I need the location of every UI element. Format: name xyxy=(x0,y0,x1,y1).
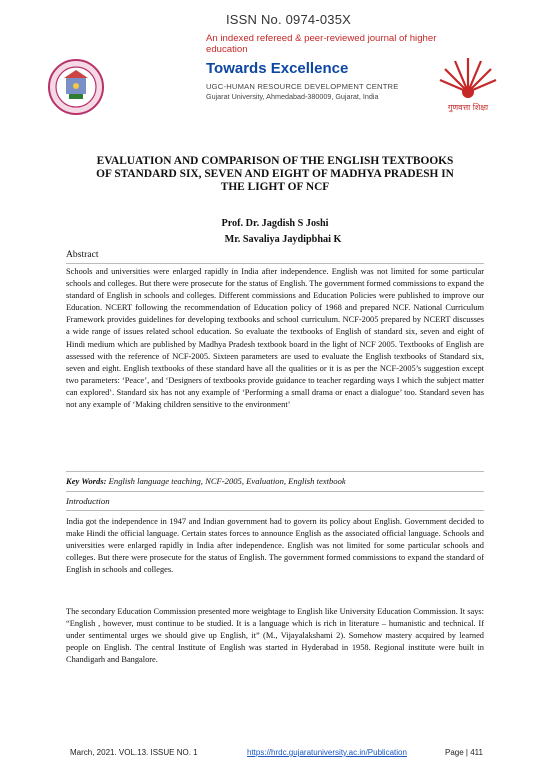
keywords-label: Key Words: xyxy=(66,476,107,486)
page-number: Page | 411 xyxy=(445,748,483,757)
keywords-value: English language teaching, NCF-2005, Evaluation, English textbook xyxy=(106,476,346,486)
publication-link[interactable]: https://hrdc.gujaratuniversity.ac.in/Publication xyxy=(247,748,407,757)
issn-number: ISSN No. 0974-035X xyxy=(226,12,352,27)
author-secondary: Mr. Savaliya Jaydipbhai K xyxy=(224,234,342,245)
title-line: THE LIGHT OF NCF xyxy=(220,181,330,193)
journal-name: Towards Excellence xyxy=(206,60,349,77)
article-title xyxy=(70,155,480,194)
issue-info: March, 2021. VOL.13. ISSUE NO. 1 xyxy=(70,748,198,757)
publisher-centre: UGC-HUMAN RESOURCE DEVELOPMENT CENTRE xyxy=(206,82,399,91)
author-primary: Prof. Dr. Jagdish S Joshi xyxy=(221,218,329,229)
publisher-address: Gujarat University, Ahmedabad-380009, Gujarat, India xyxy=(206,92,379,101)
abstract-divider xyxy=(66,263,484,264)
ugc-emblem-icon xyxy=(433,52,503,114)
journal-header xyxy=(0,0,550,118)
title-line: OF STANDARD SIX, SEVEN AND EIGHT OF MADHYA PRADESH IN xyxy=(96,168,454,180)
university-seal-icon xyxy=(47,58,105,116)
keywords-divider xyxy=(66,471,484,472)
intro-divider-bottom xyxy=(66,510,484,511)
abstract-heading: Abstract xyxy=(66,249,99,260)
keywords-line xyxy=(66,476,484,486)
paragraph-1: India got the independence in 1947 and Indian government had to govern its policy about English. Government decided to make Hindi the official language. Certain states forces to announce English as the associated official language. Schools and universities were enlarged rapidly in India after independence. English was not limited for some particular schools and colleges. But there were prosecute for the status of English. The government formed commissions to expand the standard of English in schools and colleges. xyxy=(66,517,484,575)
abstract-body: Schools and universities were enlarged rapidly in India after independence. English was not limited for some particular schools and colleges. But there were prosecute for the status of English. The government formed commissions to expand the standard of English in schools and colleges. Different commissions and Education Policies were published to improve our Education. NCERT following the recommendation of Education policy of 1968 and prepared NCF. National Curriculum Framework provides guidelines for developing textbooks and school curriculum. NCF-2005 prepared by NCERT discusses a wide range of issues related school education. So evaluate the textbooks of English of standard six, seven and eight of Hindi medium which are published by Madhya Pradesh textbook board in the light of NCF 2005. Textbooks of English are assessed with the reference of NCF-2005. Sixteen parameters are used to evaluate the English textbooks of Standard six, seven and eight. English textbooks of these standard have all the qualities or it is as per the NCF-2005’s suggestion except two parameters: ‘Peace’, and ‘Designers of textbooks provide guidance to teacher regarding ways I which the subject matter can explored’. Standard six has not any example of ‘Performing a small drama or enact a dialogue’ too. Standard seven has not any example of ‘Making children sensitive to the environment’ xyxy=(66,267,484,410)
intro-divider xyxy=(66,491,484,492)
title-line: EVALUATION AND COMPARISON OF THE ENGLISH TEXTBOOKS xyxy=(96,155,454,167)
svg-text:गुणवत्ता शिक्षा: गुणवत्ता शिक्षा xyxy=(447,103,489,112)
introduction-heading: Introduction xyxy=(66,496,110,506)
paragraph-2: The secondary Education Commission presented more weightage to English like University Education Commission. It says: “English , however, must continue to be studied. It is a language which is rich in literature – humanistic and technical. If under sentimental urges we should give up English, it” (M., Vijayalakshami 2). Somehow mastery acquired by learned people on English. The central Institute of English was started in Hyderabad in 1958. Regional institute were built in Chandigarh and Bangalore. xyxy=(66,607,484,665)
journal-tagline: An indexed refereed & peer-reviewed journal of higher education xyxy=(206,33,437,55)
